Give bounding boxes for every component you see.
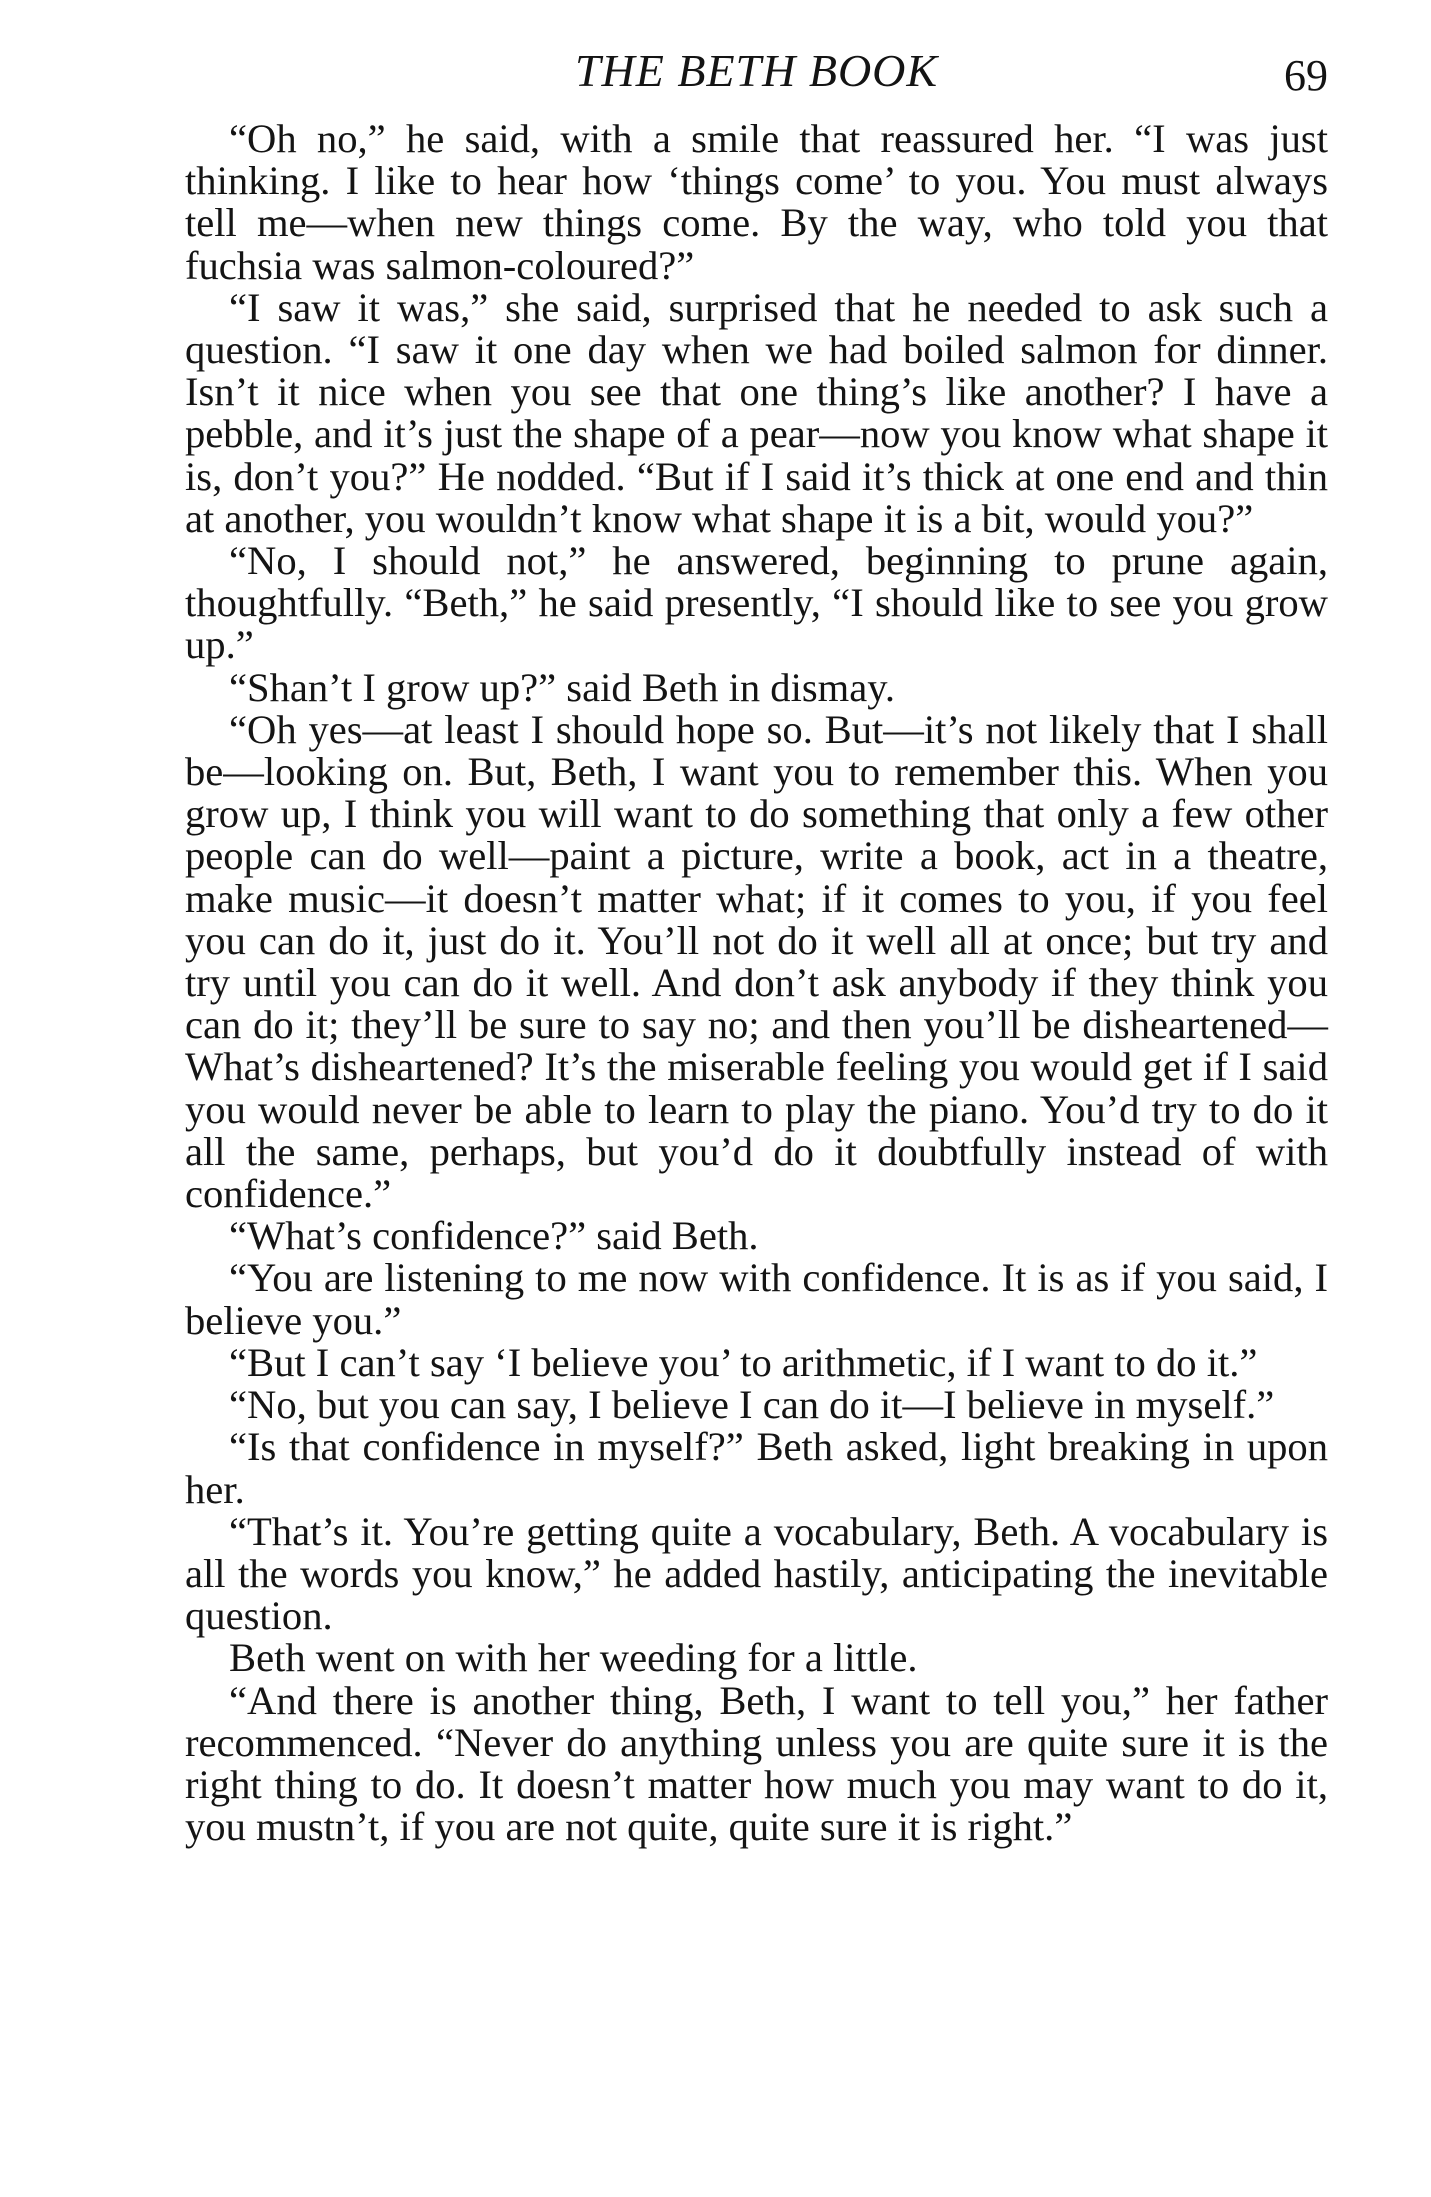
paragraph-8: “But I can’t say ‘I believe you’ to arithmetic, if I want to do it.” bbox=[229, 1339, 1258, 1385]
running-title: THE BETH BOOK bbox=[574, 45, 939, 96]
paragraph-9: “No, but you can say, I believe I can do it—I believe in myself.” bbox=[229, 1382, 1275, 1428]
body-text bbox=[185, 118, 1328, 1848]
paragraph-6: “What’s confidence?” said Beth. bbox=[229, 1213, 759, 1259]
paragraph-3: “No, I should not,” he answered, beginning to prune again, thoughtfully. “Beth,” he said presently, “I should like to see you grow up.” bbox=[185, 538, 1328, 668]
paragraph-2: “I saw it was,” she said, surprised that he needed to ask such a question. “I saw it one day when we had boiled salmon for dinner. Isn’t it nice when you see that one thing’s like another? I have a pebble, and it’s just the shape of a pear—now you know what shape it is, don’t you?” He nodded. “But if I said it’s thick at one end and thin at another, you wouldn’t know what shape it is a bit, would you?” bbox=[185, 284, 1328, 541]
paragraph-7: “You are listening to me now with confidence. It is as if you said, I believe you.” bbox=[185, 1255, 1328, 1343]
paragraph-12: Beth went on with her weeding for a little. bbox=[229, 1635, 918, 1681]
paragraph-10: “Is that confidence in myself?” Beth asked, light breaking in upon her. bbox=[185, 1424, 1328, 1512]
paragraph-5: “Oh yes—at least I should hope so. But—it’s not likely that I shall be—looking on. But, Beth, I want you to remember this. When you grow up, I think you will want to do something that only a few other people can do well—paint a picture, write a book, act in a theatre, make music—it doesn’t matter what; if it comes to you, if you feel you can do it, just do it. You’ll not do it well all at once; but try and try until you can do it well. And don’t ask anybody if they think you can do it; they’ll be sure to say no; and then you’ll be disheartened—What’s disheartened? It’s the miserable feeling you would get if I said you would never be able to learn to play the piano. You’d try to do it all the same, perhaps, but you’d do it doubtfully instead of with confidence.” bbox=[185, 706, 1328, 1217]
page-number: 69 bbox=[1284, 51, 1328, 100]
paragraph-11: “That’s it. You’re getting quite a vocabulary, Beth. A vocabulary is all the words you know,” he added hastily, anticipating the inevitable question. bbox=[185, 1508, 1328, 1639]
paragraph-13: “And there is another thing, Beth, I want to tell you,” her father recommenced. “Never do anything unless you are quite sure it is the right thing to do. It doesn’t matter how much you may want to do it, you mustn’t, if you are not quite, quite sure it is right.” bbox=[185, 1677, 1328, 1850]
paragraph-4: “Shan’t I grow up?” said Beth in dismay. bbox=[229, 664, 896, 710]
running-head bbox=[185, 44, 1328, 104]
paragraph-1: “Oh no,” he said, with a smile that reassured her. “I was just thinking. I like to hear how ‘things come’ to you. You must always tell me—when new things come. By the way, who told you that fuchsia was salmon-coloured?” bbox=[185, 116, 1328, 288]
